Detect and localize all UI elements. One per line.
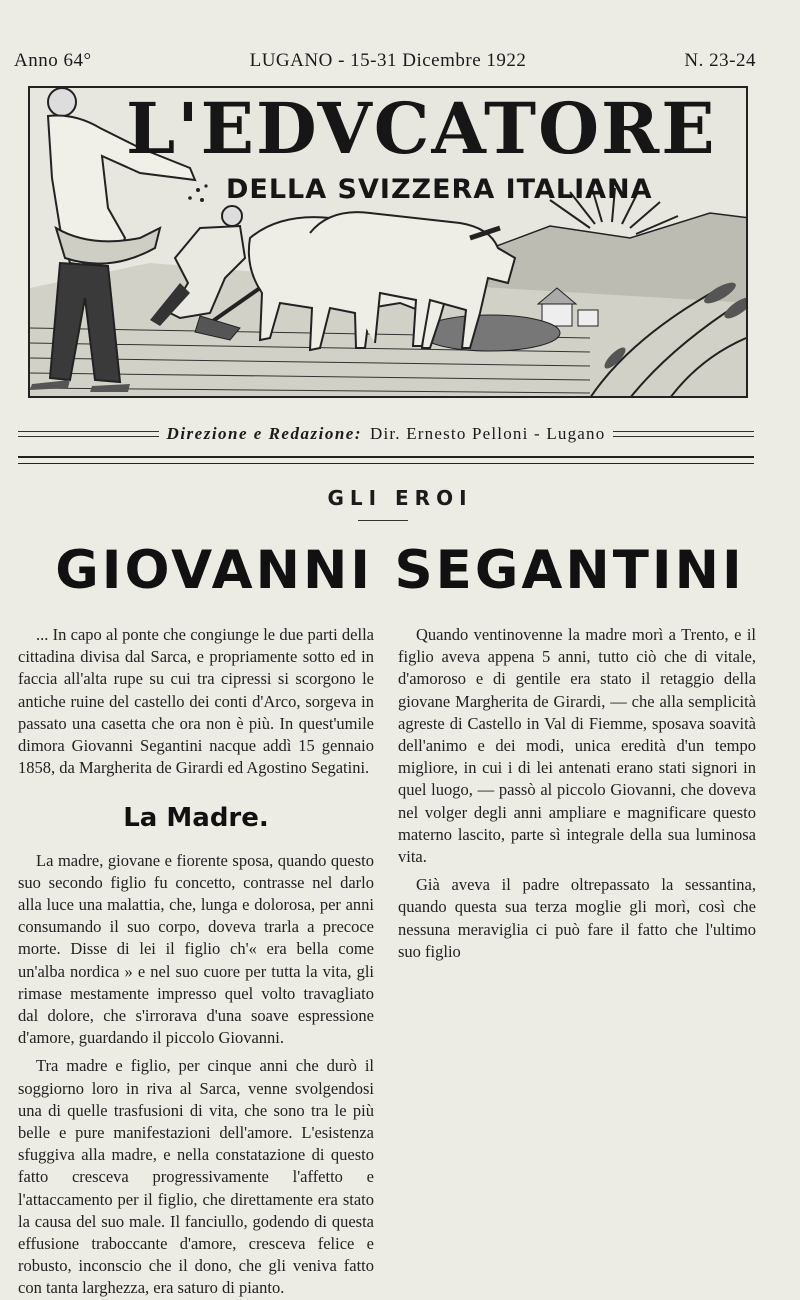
editorial-label: Direzione e Redazione: [166,424,362,443]
issue-header [14,50,756,72]
left-column [18,624,374,1300]
journal-subtitle: DELLA SVIZZERA ITALIANA [226,174,653,205]
director-name: Dir. Ernesto Pelloni - Lugano [369,424,606,443]
paragraph-trasfusioni: Tra madre e figlio, per cinque anni che durò il soggiorno loro in riva al Sarca, venne svolgendosi una di quelle trasfusioni di vita, che sono tra le più belle e pure manifestazioni dell'amore. L'esistenza sfuggiva alla madre, e nella constatazione di questo fatto cresceva progressivamente l'affetto e l'attaccamento per il figlio, che direttamente era stato la causa del suo male. Il fanciullo, godendo di questa effusione traboccante d'amore, cresceva felice e robusto, inconscio che il dono, che gli veniva fatto con tanta larghezza, era saturo di pianto. [18,1056,374,1298]
header-separator [18,456,754,464]
subhead: La Madre. [123,803,269,834]
right-column [398,624,756,963]
paragraph-madre: La madre, giovane e fiorente sposa, quando questo suo secondo figlio fu concetto, contrasse nel darlo alla luce una malattia, che, lunga e dolorosa, per anni consumando il suo corpo, doveva trarla a precoce morte. Disse di lei il figlio ch'« era bella come un'alba nordica » e nel suo cuore per tutta la vita, gli rimase mestamente impresso quel volto travagliato dal dolore, che s'irrorava d'una soave espressione d'amore, guardando il piccolo Giovanni. [18,850,374,1048]
left-double-rule [18,431,159,437]
place-date: LUGANO - 15-31 Dicembre 1922 [249,50,527,71]
intro-paragraph: ... In capo al ponte che congiunge le due parti della cittadina divisa dal Sarca, e propriamente sotto ed in faccia all'alta rupe su cui tra cipressi si scorgono le antiche ruine del castello dei conti d'Arco, sorgeva in passato una casetta che ora non è più. In quest'umile dimora Giovanni Segantini nacque addì 15 gennaio 1858, da Margherita de Girardi ed Agostino Segatini. [18,625,374,778]
masthead-illustration [28,86,748,398]
section-rule [358,520,408,521]
issue-number: N. 23-24 [684,50,756,71]
right-double-rule [613,431,754,437]
section-title: GLI EROI [327,486,473,510]
volume-number: Anno 64° [14,50,92,71]
paragraph-morte: Quando ventinovenne la madre morì a Trento, e il figlio aveva appena 5 anni, tutto ciò che di vitale, d'amoroso e di gentile era stato il retaggio della giovane Margherita de Girardi, — che alla semplicità agreste di Castello in Val di Fiemme, sposava soavità dell'animo e dei modi, unica eredità d'un tempo migliore, in cui i di lei antenati erano stati signori in quel luogo, — passò al piccolo Giovanni, che doveva nel volger degli anni ampliare e magnificare questo materno lascito, parte sì integrale della sua luminosa vita. [398,625,756,867]
editorial-line [18,424,754,444]
paragraph-padre: Già aveva il padre oltrepassato la sessantina, quando questa sua terza moglie gli morì, così che nessuna meraviglia ci può fare il fatto che l'ultimo suo figlio [398,875,756,961]
article-title: GIOVANNI SEGANTINI [55,540,745,601]
journal-title: L'EDVCATORE [126,87,717,170]
